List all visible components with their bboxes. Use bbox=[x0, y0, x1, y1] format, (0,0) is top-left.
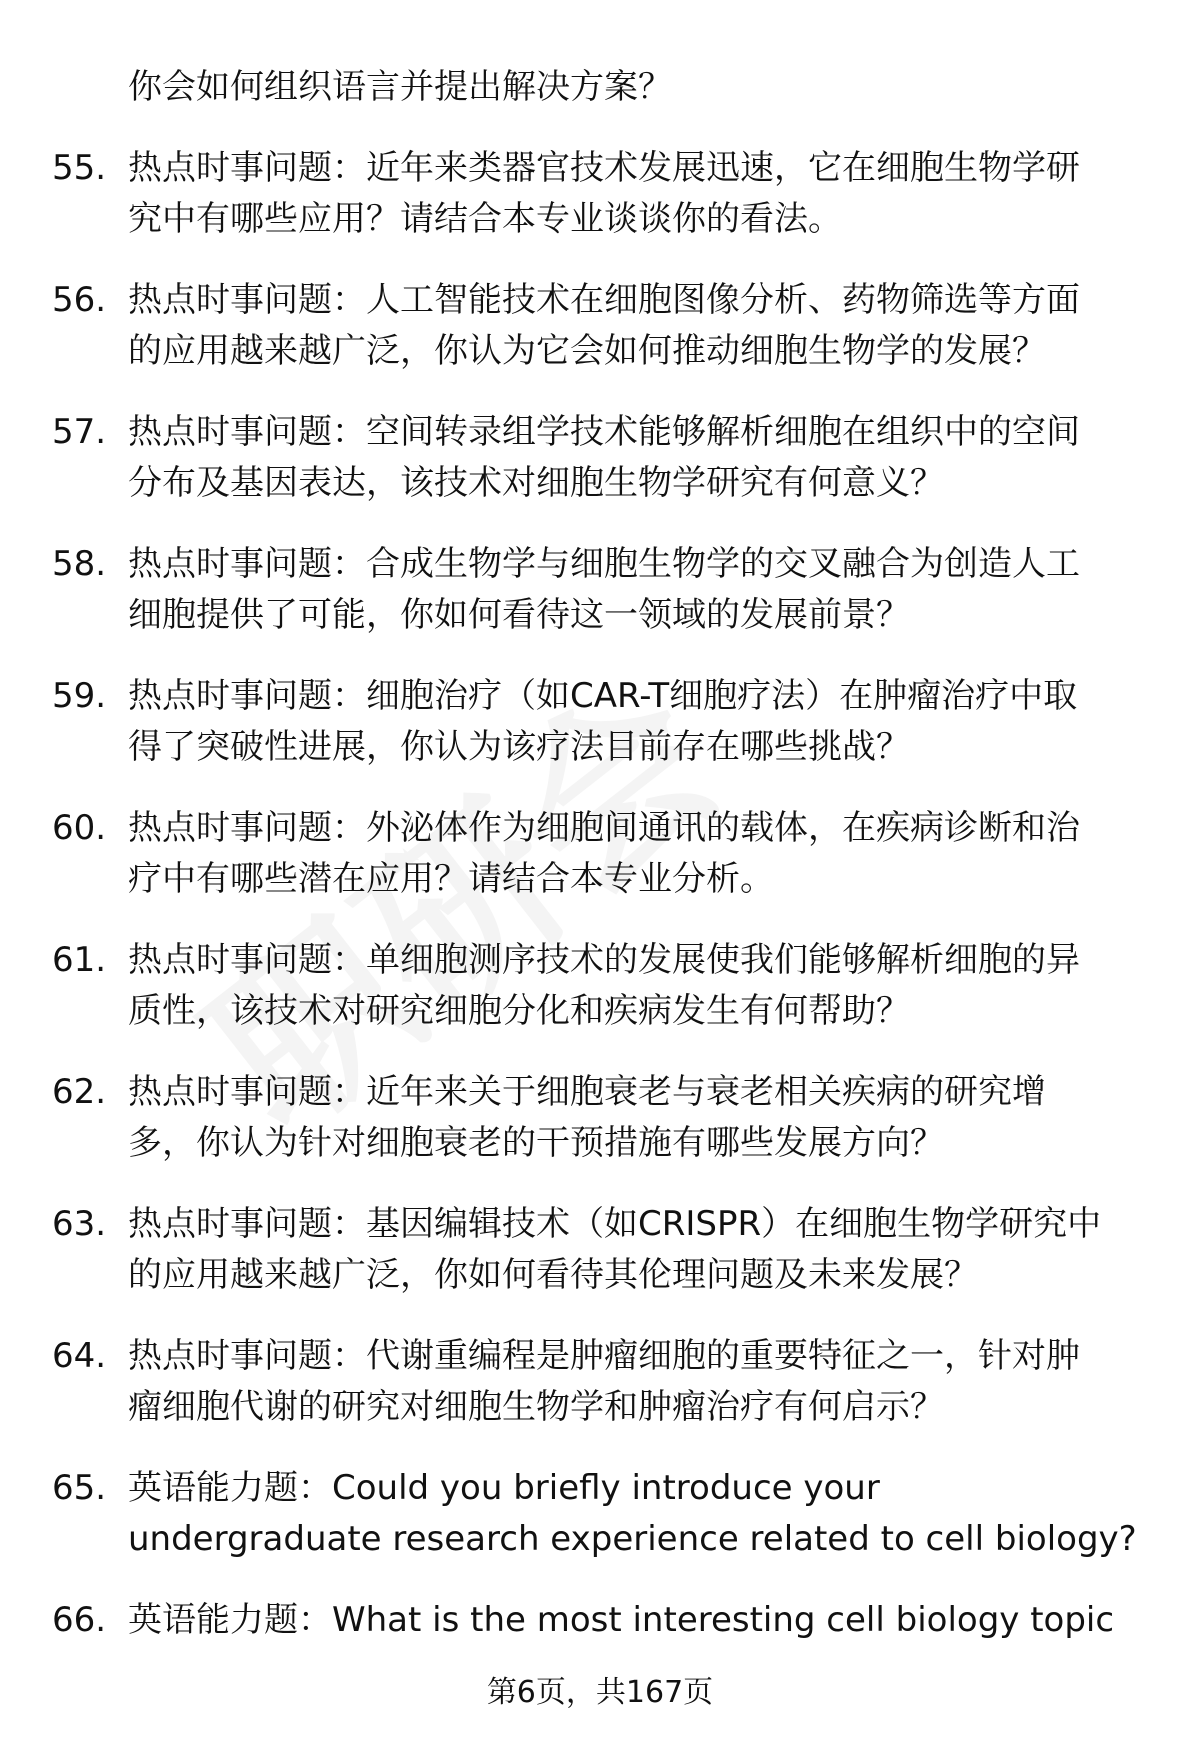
question-number: 65. bbox=[52, 1468, 107, 1508]
question-item bbox=[0, 1463, 1200, 1565]
question-item bbox=[0, 407, 1200, 509]
question-text-line: 究中有哪些应用？请结合本专业谈谈你的看法。 bbox=[128, 199, 842, 239]
question-list bbox=[0, 62, 1200, 1646]
question-number: 58. bbox=[52, 544, 107, 584]
question-item bbox=[0, 935, 1200, 1037]
question-number: 55. bbox=[52, 148, 107, 188]
question-item bbox=[0, 1595, 1200, 1646]
question-text-line: 得了突破性进展，你认为该疗法目前存在哪些挑战？ bbox=[128, 727, 910, 767]
question-text-line: 分布及基因表达，该技术对细胞生物学研究有何意义？ bbox=[128, 463, 944, 503]
question-item bbox=[0, 1067, 1200, 1169]
question-number: 56. bbox=[52, 280, 107, 320]
question-number: 60. bbox=[52, 808, 107, 848]
continuation-line: 你会如何组织语言并提出解决方案？ bbox=[128, 67, 672, 107]
question-number: 59. bbox=[52, 676, 107, 716]
question-number: 57. bbox=[52, 412, 107, 452]
question-text-line: 热点时事问题：代谢重编程是肿瘤细胞的重要特征之一，针对肿 bbox=[128, 1336, 1080, 1376]
question-text-line: 瘤细胞代谢的研究对细胞生物学和肿瘤治疗有何启示？ bbox=[128, 1387, 944, 1427]
question-text-line: 热点时事问题：外泌体作为细胞间通讯的载体，在疾病诊断和治 bbox=[128, 808, 1080, 848]
question-text-line: 热点时事问题：近年来关于细胞衰老与衰老相关疾病的研究增 bbox=[128, 1072, 1046, 1112]
question-item bbox=[0, 1199, 1200, 1301]
question-text-line: 的应用越来越广泛，你认为它会如何推动细胞生物学的发展？ bbox=[128, 331, 1046, 371]
question-number: 66. bbox=[52, 1600, 107, 1640]
question-text-line: 热点时事问题：细胞治疗（如CAR-T细胞疗法）在肿瘤治疗中取 bbox=[128, 676, 1078, 716]
question-text-line: 热点时事问题：基因编辑技术（如CRISPR）在细胞生物学研究中 bbox=[128, 1204, 1102, 1244]
question-text-line: undergraduate research experience related to cell biology? bbox=[128, 1519, 1137, 1559]
question-number: 63. bbox=[52, 1204, 107, 1244]
question-number: 61. bbox=[52, 940, 107, 980]
question-text-line: 多，你认为针对细胞衰老的干预措施有哪些发展方向？ bbox=[128, 1123, 944, 1163]
question-item bbox=[0, 539, 1200, 641]
question-number: 62. bbox=[52, 1072, 107, 1112]
question-item bbox=[0, 143, 1200, 245]
question-text-line: 细胞提供了可能，你如何看待这一领域的发展前景？ bbox=[128, 595, 910, 635]
question-text-line: 疗中有哪些潜在应用？请结合本专业分析。 bbox=[128, 859, 774, 899]
question-text-line: 热点时事问题：人工智能技术在细胞图像分析、药物筛选等方面 bbox=[128, 280, 1080, 320]
question-text-line: 质性，该技术对研究细胞分化和疾病发生有何帮助？ bbox=[128, 991, 910, 1031]
question-item bbox=[0, 275, 1200, 377]
question-text-line: 的应用越来越广泛，你如何看待其伦理问题及未来发展？ bbox=[128, 1255, 978, 1295]
question-text-line: 热点时事问题：单细胞测序技术的发展使我们能够解析细胞的异 bbox=[128, 940, 1080, 980]
question-item bbox=[0, 1331, 1200, 1433]
question-text-line: 热点时事问题：空间转录组学技术能够解析细胞在组织中的空间 bbox=[128, 412, 1080, 452]
page-footer: 第6页，共167页 bbox=[486, 1675, 714, 1710]
question-item bbox=[0, 671, 1200, 773]
question-text-line: 英语能力题：What is the most interesting cell biology topic bbox=[128, 1600, 1115, 1640]
question-text-line: 英语能力题：Could you briefly introduce your bbox=[128, 1468, 880, 1508]
question-number: 64. bbox=[52, 1336, 107, 1376]
question-text-line: 热点时事问题：近年来类器官技术发展迅速，它在细胞生物学研 bbox=[128, 148, 1080, 188]
question-item bbox=[0, 803, 1200, 905]
question-text-line: 热点时事问题：合成生物学与细胞生物学的交叉融合为创造人工 bbox=[128, 544, 1080, 584]
